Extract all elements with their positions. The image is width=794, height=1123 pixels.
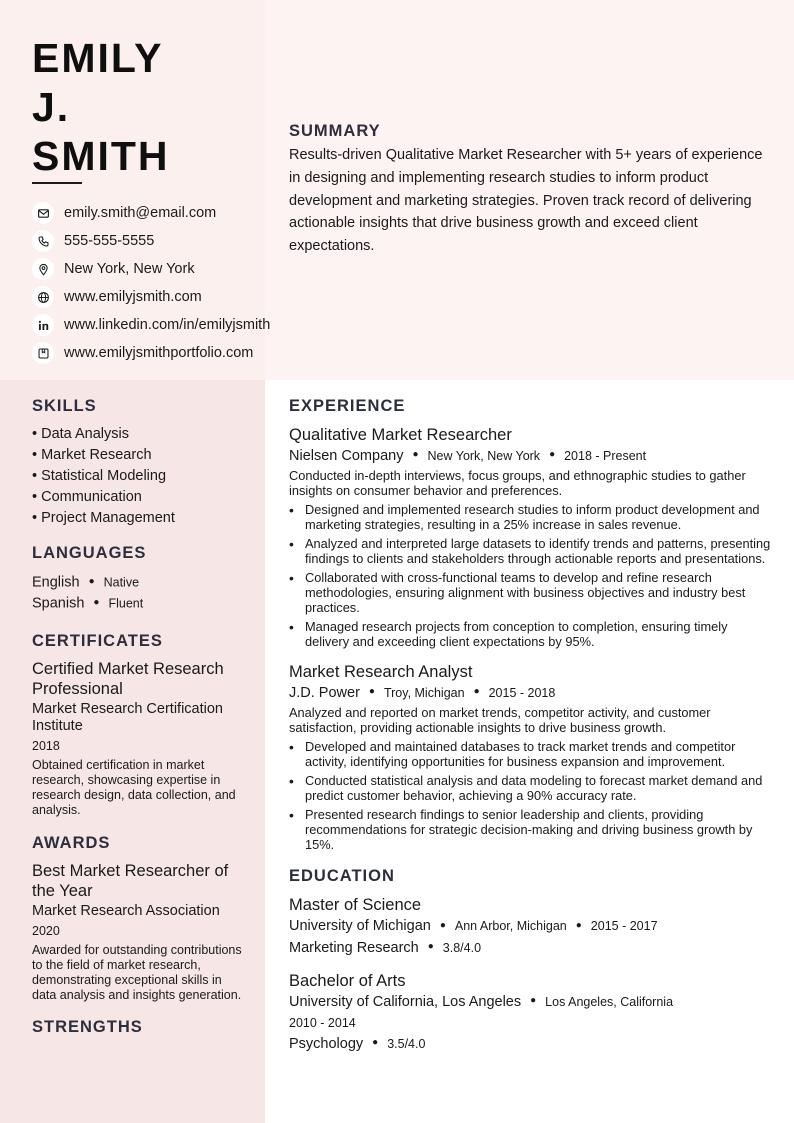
job-meta: [289, 683, 774, 703]
award-org: Market Research Association: [32, 902, 220, 919]
job-dates: 2018 - Present: [564, 449, 647, 463]
school-location: Ann Arbor, Michigan: [454, 919, 567, 934]
certificates-title: CERTIFICATES: [32, 631, 163, 650]
job-bullet: • Analyzed and interpreted large datasets to identify trends and patterns, presenting findings to clients and stakeholders through actionable reports and presentations.: [289, 536, 774, 566]
separator-dot: ●: [549, 449, 556, 461]
separator-dot: ●: [368, 686, 375, 698]
job-item: [289, 425, 774, 649]
job-bullet: • Designed and implemented research studies to inform product development and marketing strategies, resulting in a 25% increase in sales revenue.: [289, 502, 774, 532]
education-meta: [289, 992, 774, 1012]
job-company: Nielsen Company: [289, 448, 404, 464]
name-last: SMITH: [32, 133, 170, 179]
separator-dot: ●: [412, 449, 419, 461]
skill-item: • Project Management: [32, 510, 175, 526]
certificate-item: [32, 659, 242, 818]
education-section: [289, 867, 774, 1054]
degree: Master of Science: [289, 896, 422, 915]
globe-icon: [32, 286, 54, 308]
degree: Bachelor of Arts: [289, 971, 406, 990]
certificates-section: [32, 632, 242, 818]
certificate-title: Certified Market Research Professional: [32, 659, 224, 698]
separator-dot: ●: [530, 994, 537, 1006]
phone-text: 555-555-5555: [64, 233, 155, 249]
education-field-row: [289, 938, 774, 958]
skills-title: SKILLS: [32, 397, 97, 415]
skill-item: • Data Analysis: [32, 426, 129, 442]
languages-section: [32, 544, 242, 615]
right-column: [289, 397, 774, 1054]
language-level: Fluent: [108, 596, 144, 611]
website-text: www.emilyjsmith.com: [64, 289, 202, 305]
separator-dot: ●: [372, 1037, 379, 1049]
education-field-row: [289, 1034, 774, 1054]
contact-website[interactable]: [32, 283, 270, 311]
job-bullet: • Managed research projects from conception to completion, ensuring timely delivery and exceeding client expectations by 95%.: [289, 619, 774, 649]
contact-linkedin[interactable]: [32, 311, 270, 339]
language-item: [32, 572, 242, 593]
candidate-name: [32, 34, 170, 181]
summary-section: [289, 122, 769, 258]
job-title: Market Research Analyst: [289, 663, 473, 682]
contact-list: [32, 199, 270, 367]
language-item: [32, 593, 242, 614]
left-column: [32, 397, 242, 1037]
award-year: 2020: [32, 923, 60, 938]
job-title: Qualitative Market Researcher: [289, 426, 512, 444]
job-bullet: • Developed and maintained databases to track market trends and competitor activity, identifying opportunities for business expansion and improvement.: [289, 739, 774, 769]
separator-dot: ●: [575, 919, 582, 931]
experience-title: EXPERIENCE: [289, 397, 406, 415]
job-bullets: [289, 502, 774, 649]
separator-dot: ●: [93, 597, 100, 609]
education-item: [289, 895, 774, 957]
education-title: EDUCATION: [289, 867, 395, 886]
job-bullets: [289, 739, 774, 852]
language-name: English: [32, 574, 80, 591]
field-of-study: Psychology: [289, 1035, 364, 1052]
summary-title: SUMMARY: [289, 122, 381, 140]
certificate-year: 2018: [32, 738, 60, 753]
field-of-study: Marketing Research: [289, 939, 419, 956]
skill-item: • Communication: [32, 489, 142, 505]
certificate-desc: Obtained certification in market research, showcasing expertise in research design, data collection, and analysis.: [32, 757, 236, 817]
education-meta: [289, 916, 774, 936]
education-item: [289, 971, 774, 1054]
job-description: Conducted in-depth interviews, focus groups, and ethnographic studies to gather insights on consumer behavior and preferences.: [289, 468, 746, 499]
job-dates: 2015 - 2018: [488, 686, 556, 701]
skill-item: • Market Research: [32, 447, 152, 463]
job-bullet: • Collaborated with cross-functional teams to develop and refine research methodologies, ensuring alignment with business objectives and industry best practices.: [289, 570, 774, 615]
job-location: New York, New York: [427, 449, 541, 463]
name-first: EMILY: [32, 35, 164, 81]
language-level: Native: [103, 575, 140, 590]
contact-portfolio[interactable]: [32, 339, 270, 367]
phone-icon: [32, 230, 54, 252]
email-text: emily.smith@email.com: [64, 205, 217, 221]
education-dates: 2010 - 2014: [289, 1015, 356, 1030]
contact-phone[interactable]: [32, 227, 270, 255]
summary-text: Results-driven Qualitative Market Researcher with 5+ years of experience in designing and implementing research studies to inform product development and marketing strategies. Proven track record of delivering actionable insights that drive business growth and exceed client expectations.: [289, 147, 763, 255]
awards-section: [32, 834, 242, 1003]
skills-section: [32, 397, 242, 529]
job-company: J.D. Power: [289, 685, 360, 702]
awards-title: AWARDS: [32, 833, 111, 852]
portfolio-text: www.emilyjsmithportfolio.com: [64, 345, 254, 361]
name-divider: [32, 182, 82, 184]
separator-dot: ●: [439, 919, 446, 931]
portfolio-icon: [32, 342, 54, 364]
award-desc: Awarded for outstanding contributions to the field of market research, demonstrating exceptional skills in data analysis and insights generation.: [32, 942, 242, 1002]
gpa: 3.8/4.0: [442, 940, 482, 955]
award-item: [32, 861, 242, 1003]
mail-icon: [32, 202, 54, 224]
contact-email[interactable]: [32, 199, 270, 227]
strengths-title: STRENGTHS: [32, 1017, 143, 1036]
certificate-org: Market Research Certification Institute: [32, 700, 223, 734]
separator-dot: ●: [427, 940, 434, 952]
experience-section: [289, 397, 774, 852]
education-dates: 2015 - 2017: [590, 919, 658, 934]
separator-dot: ●: [473, 686, 480, 698]
job-bullet: • Conducted statistical analysis and data modeling to forecast market demand and predict customer behavior, achieving a 90% accuracy rate.: [289, 773, 774, 803]
location-pin-icon: [32, 258, 54, 280]
job-item: [289, 662, 774, 852]
linkedin-icon: [32, 314, 54, 336]
languages-title: LANGUAGES: [32, 544, 147, 562]
award-title: Best Market Researcher of the Year: [32, 861, 229, 900]
school-location: Los Angeles, California: [545, 994, 674, 1009]
contact-location: [32, 255, 270, 283]
name-middle: J.: [32, 84, 71, 130]
skill-item: • Statistical Modeling: [32, 468, 167, 484]
school: University of California, Los Angeles: [289, 993, 522, 1010]
linkedin-text: www.linkedin.com/in/emilyjsmith: [64, 317, 271, 333]
separator-dot: ●: [88, 576, 95, 587]
location-text: New York, New York: [64, 261, 195, 277]
gpa: 3.5/4.0: [387, 1036, 426, 1051]
skills-list: [32, 424, 242, 529]
job-location: Troy, Michigan: [383, 686, 465, 701]
school: University of Michigan: [289, 918, 431, 935]
job-bullet: • Presented research findings to senior leadership and clients, providing recommendations for strategic decision-making and driving business growth by 15%.: [289, 807, 774, 852]
job-description: Analyzed and reported on market trends, competitor activity, and customer satisfaction, providing actionable insights to drive business growth.: [289, 705, 711, 736]
strengths-section: [32, 1018, 242, 1037]
job-meta: [289, 446, 774, 466]
language-name: Spanish: [32, 595, 85, 612]
